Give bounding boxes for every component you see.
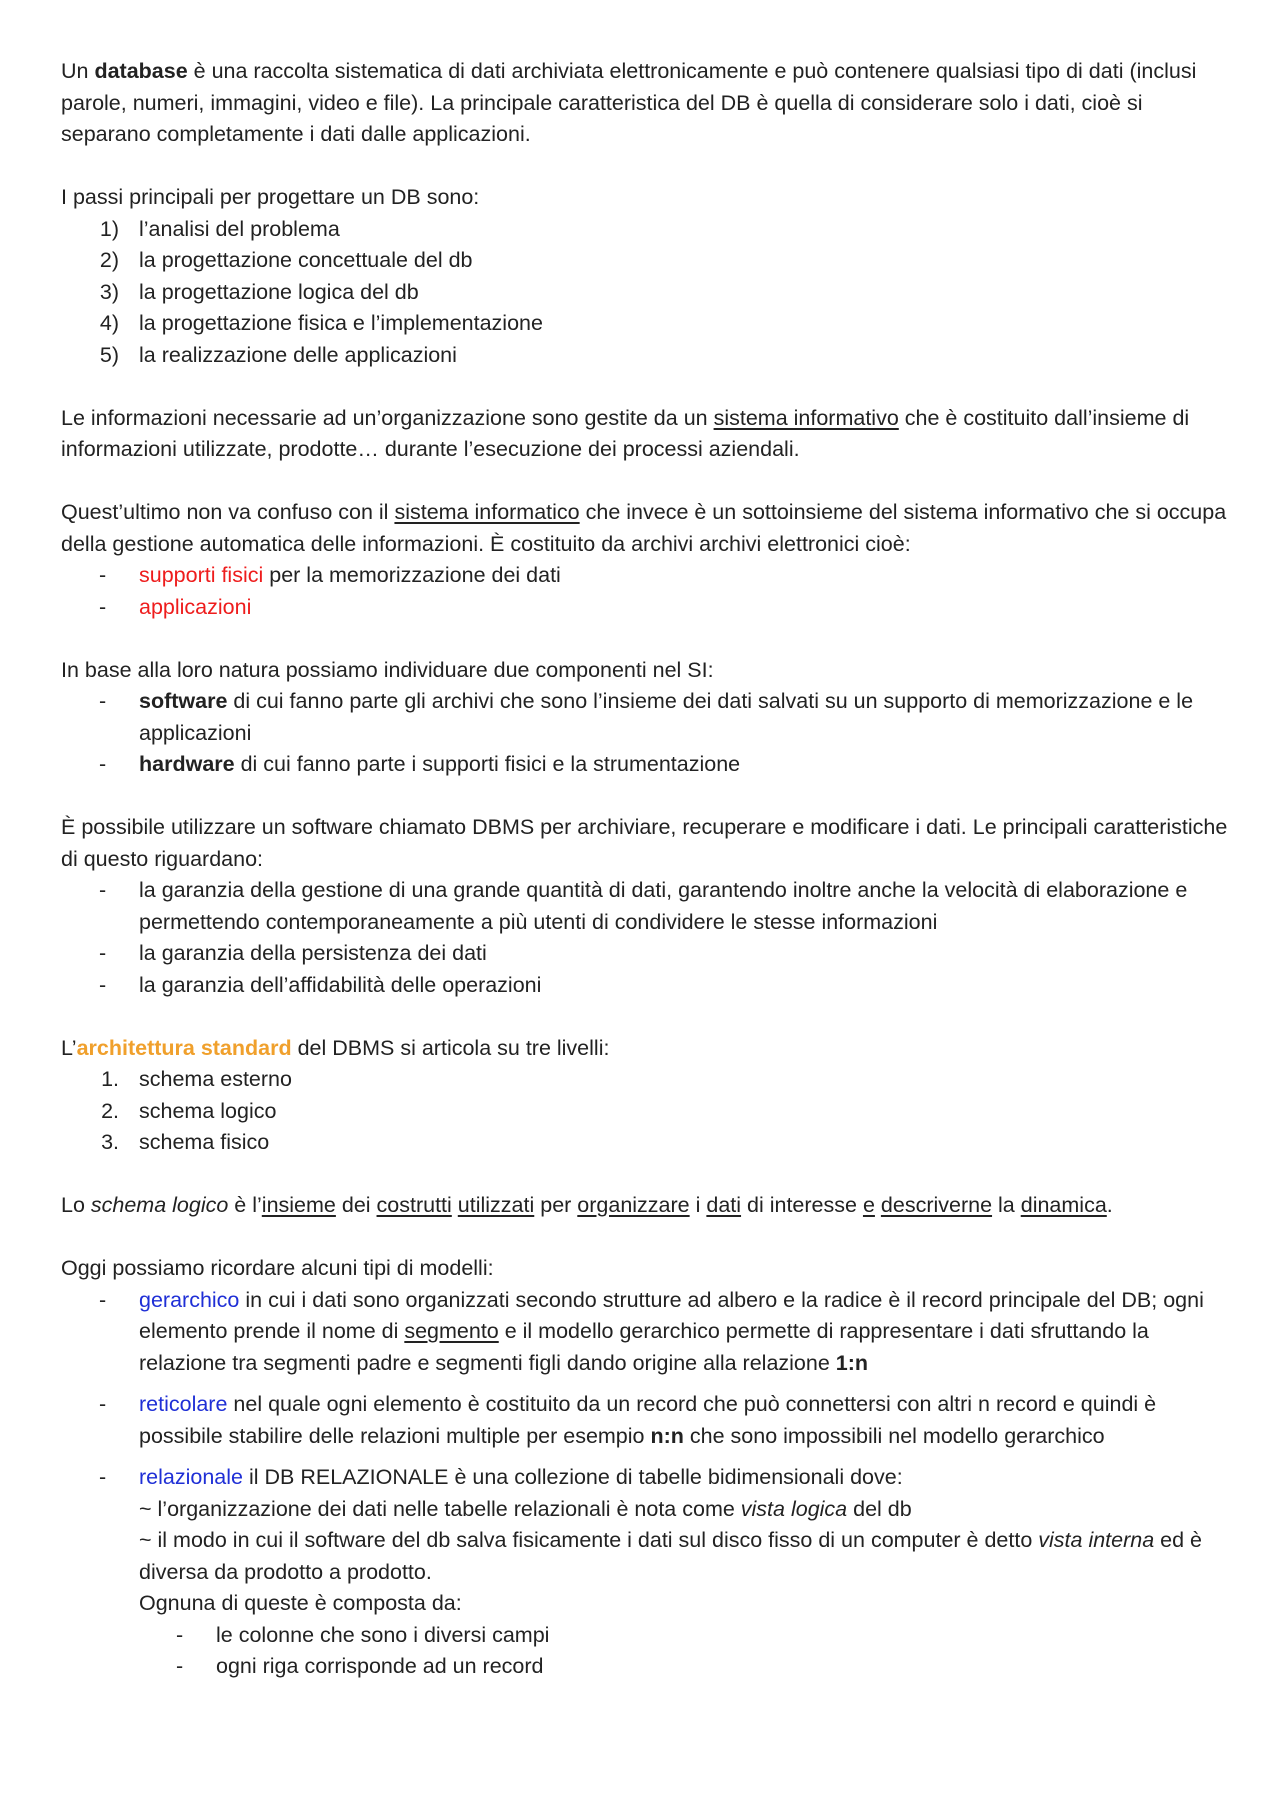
list-item: - la garanzia della persistenza dei dati <box>99 941 487 965</box>
list-item: - la garanzia dell’affidabilità delle operazioni <box>99 972 542 997</box>
archivi-list <box>61 560 1231 623</box>
intro-paragraph: Un database è una raccolta sistematica di dati archiviata elettronicamente e può contenere qualsiasi tipo di dati (inclusi parole, numeri, immagini, video e file). La principale caratteristica del DB è quella di considerare solo i dati, cioè si separano completamente i dati dalle applicazioni. <box>61 59 1197 146</box>
list-item: - software di cui fanno parte gli archivi che sono l’insieme dei dati salvati su un supporto di memorizzazione e le applicazioni <box>99 689 1194 745</box>
list-item: - le colonne che sono i diversi campi <box>176 1622 550 1647</box>
steps-intro: I passi principali per progettare un DB sono: <box>61 185 480 209</box>
list-item: 5) la realizzazione delle applicazioni <box>99 342 457 367</box>
list-item-gerarchico: - gerarchico in cui i dati sono organizzati secondo strutture ad albero e la radice è il record principale del DB; ogni elemento prende il nome di segmento e il modello gerarchico permette di rappresentare i dati sfruttando la relazione tra segmenti padre e segmenti figli dando origine alla relazione 1:n <box>99 1287 1204 1375</box>
dbms-intro: È possibile utilizzare un software chiamato DBMS per archiviare, recuperare e modificare i dati. Le principali caratteristiche di questo riguardano: <box>61 815 1228 871</box>
list-item: 3) la progettazione logica del db <box>99 279 419 304</box>
modelli-list <box>61 1285 1231 1683</box>
sistema-informativo-paragraph: Le informazioni necessarie ad un’organizzazione sono gestite da un sistema informativo che è costituito dall’insieme di informazioni utilizzate, prodotte… durante l’esecuzione dei processi aziendali. <box>61 405 1190 461</box>
architettura-intro: L’architettura standard del DBMS si articola su tre livelli: <box>61 1035 610 1060</box>
list-item: 2. schema logico <box>101 1098 277 1123</box>
list-item: - hardware di cui fanno parte i supporti fisici e la strumentazione <box>99 752 741 776</box>
list-item: - supporti fisici per la memorizzazione dei dati <box>99 563 561 587</box>
steps-list <box>61 214 1231 372</box>
list-item: - la garanzia della gestione di una grande quantità di dati, garantendo inoltre anche la velocità di elaborazione e permettendo contemporaneamente a più utenti di condividere le stesse informazioni <box>99 878 1188 934</box>
list-item: - ogni riga corrisponde ad un record <box>176 1654 544 1678</box>
dbms-list <box>61 875 1231 1001</box>
list-item: 1. schema esterno <box>101 1067 292 1091</box>
sistema-informatico-paragraph: Quest’ultimo non va confuso con il sistema informatico che invece è un sottoinsieme del sistema informativo che si occupa della gestione automatica delle informazioni. È costituito da archivi archivi elettronici cioè: <box>61 500 1227 556</box>
componenti-list <box>61 686 1231 781</box>
list-item: 3. schema fisico <box>101 1130 270 1154</box>
document-page <box>61 56 1231 1683</box>
database-term: database <box>94 59 188 83</box>
list-item: - applicazioni <box>99 594 252 619</box>
schema-logico-paragraph: Lo schema logico è l’insieme dei costrutti utilizzati per organizzare i dati di interesse e descriverne la dinamica. <box>61 1193 1113 1217</box>
modelli-intro: Oggi possiamo ricordare alcuni tipi di modelli: <box>61 1256 494 1280</box>
list-item: 1) l’analisi del problema <box>99 216 340 241</box>
list-item-relazionale: - relazionale il DB RELAZIONALE è una collezione di tabelle bidimensionali dove: ~ l’organizzazione dei dati nelle tabelle relazionali è nota come vista logica del db ~ il modo in cui il software del db salva fisicamente i dati sul disco fisso di un computer è detto vista interna ed è diversa da prodotto a prodotto. Ognuna di queste è composta da: <box>99 1465 1203 1615</box>
list-item-reticolare: - reticolare nel quale ogni elemento è costituito da un record che può connettersi con altri n record e quindi è possibile stabilire delle relazioni multiple per esempio n:n che sono impossibili nel modello gerarchico <box>99 1392 1157 1448</box>
list-item: 4) la progettazione fisica e l’implementazione <box>99 311 543 335</box>
componenti-intro: In base alla loro natura possiamo individuare due componenti nel SI: <box>61 657 714 682</box>
list-item: 2) la progettazione concettuale del db <box>99 248 473 272</box>
architettura-list <box>61 1064 1231 1159</box>
